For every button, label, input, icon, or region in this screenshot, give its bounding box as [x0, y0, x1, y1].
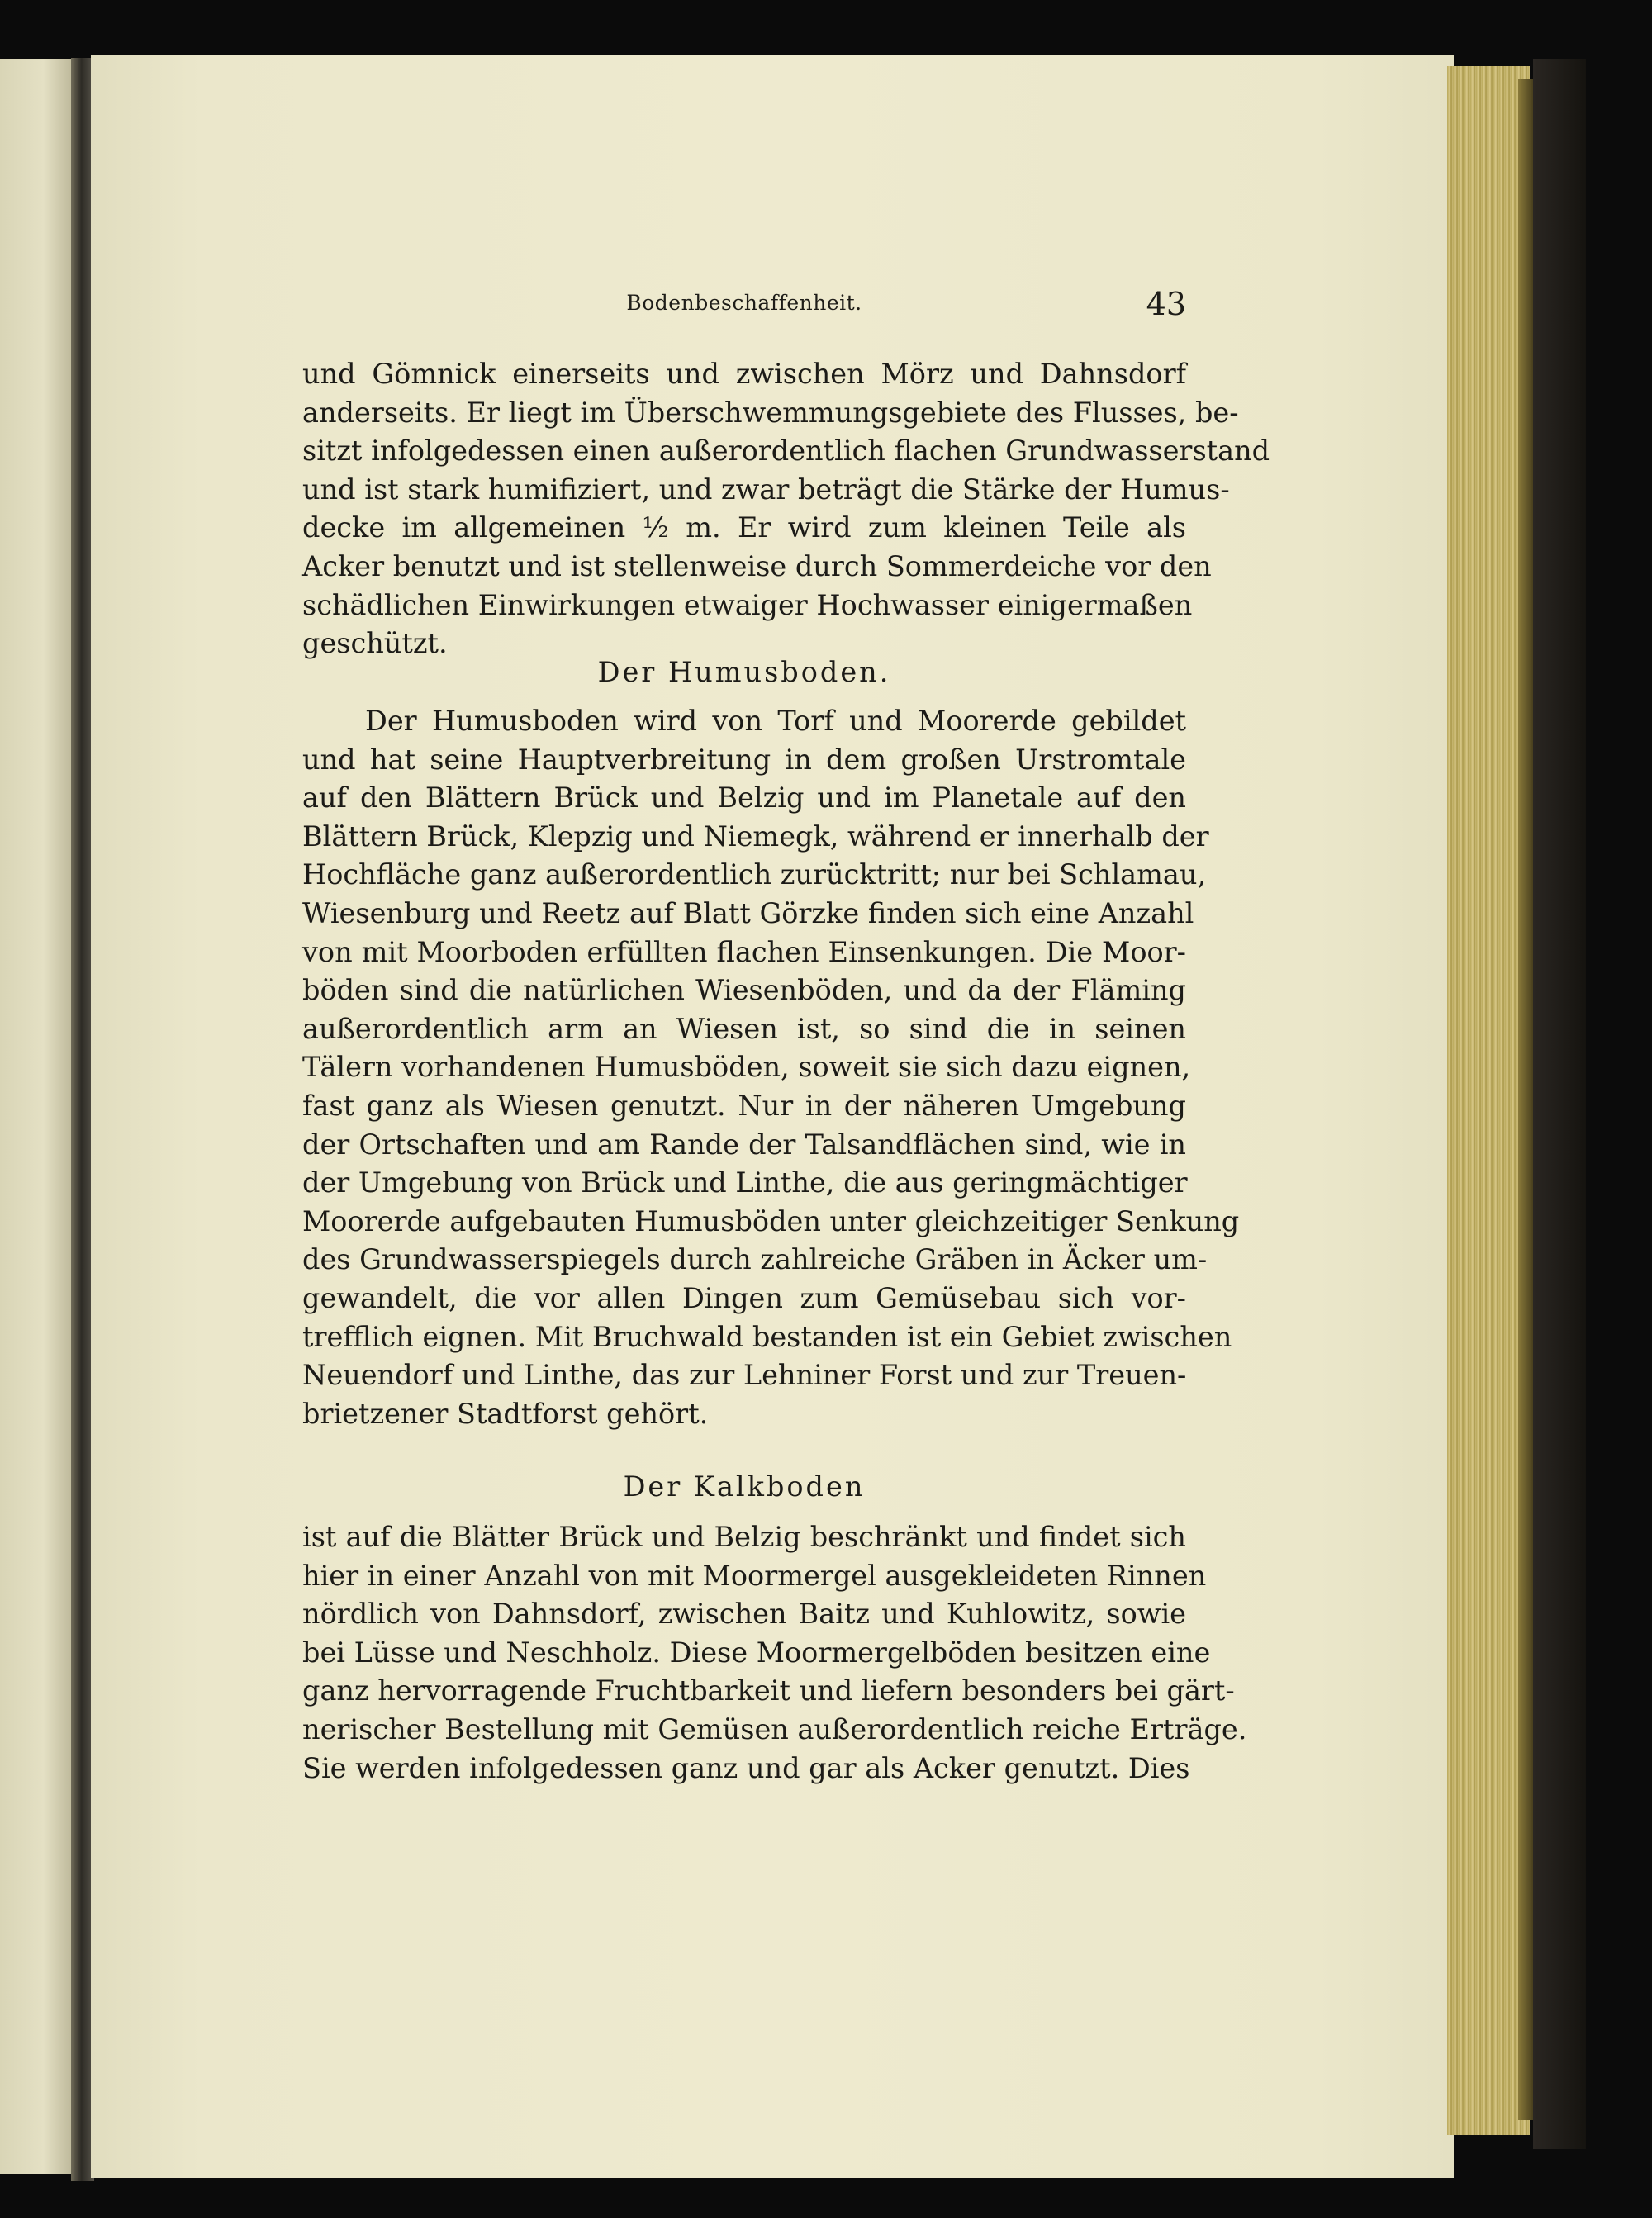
text-line: Blättern Brück, Klepzig und Niemegk, während er innerhalb der — [302, 819, 1209, 853]
text-line: sitzt infolgedessen einen außerordentlich flachen Grundwasserstand — [302, 435, 1270, 468]
text-line: Moorerde aufgebauten Humusböden unter gleichzeitiger Senkung — [302, 1204, 1240, 1237]
text-line: Acker benutzt und ist stellenweise durch Sommerdeiche vor den — [302, 549, 1212, 582]
text-line: Neuendorf und Linthe, das zur Lehniner Forst und zur Treuen- — [302, 1359, 1187, 1392]
text-line: trefflich eignen. Mit Bruchwald bestanden ist ein Gebiet zwischen — [302, 1320, 1232, 1353]
text-line: ist auf die Blätter Brück und Belzig beschränkt und findet sich — [302, 1521, 1186, 1553]
text-line: Sie werden infolgedessen ganz und gar als Acker genutzt. Dies — [302, 1751, 1190, 1784]
paragraph-2 — [302, 702, 1240, 1433]
text-line: böden sind die natürlichen Wiesenböden, und da der Fläming — [302, 974, 1186, 1007]
left-page-edge — [0, 59, 73, 2174]
text-line: gewandelt, die vor allen Dingen zum Gemüsebau sich vor- — [302, 1281, 1186, 1314]
running-title: Bodenbeschaffenheit. — [626, 291, 862, 315]
text-line: Wiesenburg und Reetz auf Blatt Görzke finden sich eine Anzahl — [302, 896, 1194, 929]
text-line: ganz hervorragende Fruchtbarkeit und liefern besonders bei gärt- — [302, 1674, 1235, 1707]
text-line: hier in einer Anzahl von mit Moormergel ausgekleideten Rinnen — [302, 1559, 1207, 1592]
text-line: auf den Blättern Brück und Belzig und im Planetale auf den — [302, 781, 1186, 815]
text-line: außerordentlich arm an Wiesen ist, so sind die in seinen — [302, 1012, 1186, 1045]
text-line: fast ganz als Wiesen genutzt. Nur in der näheren Umgebung — [302, 1089, 1186, 1122]
section-heading-kalkboden: Der Kalkboden — [623, 1470, 866, 1503]
text-line: von mit Moorboden erfüllten flachen Einsenkungen. Die Moor- — [302, 935, 1186, 968]
text-line: der Ortschaften und am Rande der Talsandflächen sind, wie in — [302, 1128, 1186, 1161]
text-line: nerischer Bestellung mit Gemüsen außerordentlich reiche Erträge. — [302, 1712, 1247, 1745]
page-stack-edge — [1447, 66, 1530, 2135]
text-line: schädlichen Einwirkungen etwaiger Hochwasser einigermaßen — [302, 588, 1193, 621]
paragraph-3 — [302, 1518, 1247, 1788]
text-line: decke im allgemeinen ½ m. Er wird zum kleinen Teile als — [302, 511, 1186, 544]
page-number: 43 — [1146, 286, 1186, 322]
paragraph-1 — [302, 355, 1270, 663]
text-line: des Grundwasserspiegels durch zahlreiche Gräben in Äcker um- — [302, 1243, 1208, 1276]
text-line: und hat seine Hauptverbreitung in dem großen Urstromtale — [302, 743, 1186, 776]
section-heading-humusboden: Der Humusboden. — [597, 656, 891, 688]
text-line: nördlich von Dahnsdorf, zwischen Baitz und Kuhlowitz, sowie — [302, 1598, 1186, 1631]
text-line: Der Humusboden wird von Torf und Moorerde gebildet — [365, 705, 1186, 737]
text-line: bei Lüsse und Neschholz. Diese Moormergelböden besitzen eine — [302, 1636, 1211, 1669]
text-line: Tälern vorhandenen Humusböden, soweit sie sich dazu eignen, — [302, 1051, 1191, 1084]
text-line: und Gömnick einerseits und zwischen Mörz und Dahnsdorf — [302, 358, 1186, 390]
text-line: der Umgebung von Brück und Linthe, die aus geringmächtiger — [302, 1166, 1188, 1199]
text-line: und ist stark humifiziert, und zwar beträgt die Stärke der Humus- — [302, 473, 1230, 506]
text-line: anderseits. Er liegt im Überschwemmungsgebiete des Flusses, be- — [302, 396, 1239, 429]
text-line: brietzener Stadtforst gehört. — [302, 1397, 709, 1430]
running-header — [302, 286, 1186, 327]
text-line: Hochfläche ganz außerordentlich zurücktritt; nur bei Schlamau, — [302, 858, 1207, 891]
book-cover-edge — [1533, 59, 1586, 2149]
text-line: geschützt. — [302, 627, 448, 660]
